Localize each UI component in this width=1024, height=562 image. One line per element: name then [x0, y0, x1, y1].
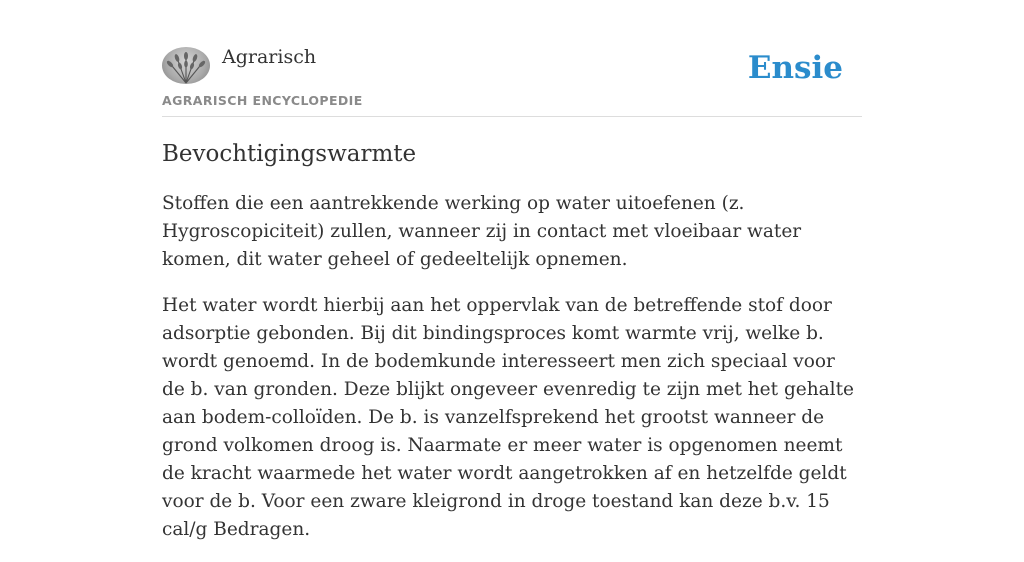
- article: [162, 138, 862, 562]
- article-paragraph: Stoffen die een aantrekkende werking op water uitoefenen (z. Hygroscopiciteit) zullen, wanneer zij in contact met vloeibaar water komen, dit water geheel of gedeeltelijk opnemen.: [162, 193, 802, 270]
- article-paragraph: Het water wordt hierbij aan het oppervlak van de betreffende stof door adsorptie gebonden. Bij dit bindingsproces komt warmte vrij, welke b. wordt genoemd. In de bodemkunde interesseert men zich speciaal voor de b. van gronden. Deze blijkt ongeveer evenredig te zijn met het gehalte aan bodem-colloïden. De b. is vanzelfsprekend het grootst wanneer de grond volkomen droog is. Naarmate er meer water is opgenomen neemt de kracht waarmede het water wordt aangetrokken af en hetzelfde geldt voor de b. Voor een zware kleigrond in droge toestand kan deze b.v. 15 cal/g Bedragen.: [162, 295, 854, 540]
- site-name[interactable]: Agrarisch: [222, 46, 317, 68]
- site-header: [162, 44, 862, 117]
- page-title: Bevochtigingswarmte: [162, 141, 417, 167]
- brand-logo-link[interactable]: Ensie: [747, 50, 843, 86]
- wheat-logo-icon[interactable]: [162, 47, 210, 84]
- site-subtitle: AGRARISCH ENCYCLOPEDIE: [162, 93, 363, 108]
